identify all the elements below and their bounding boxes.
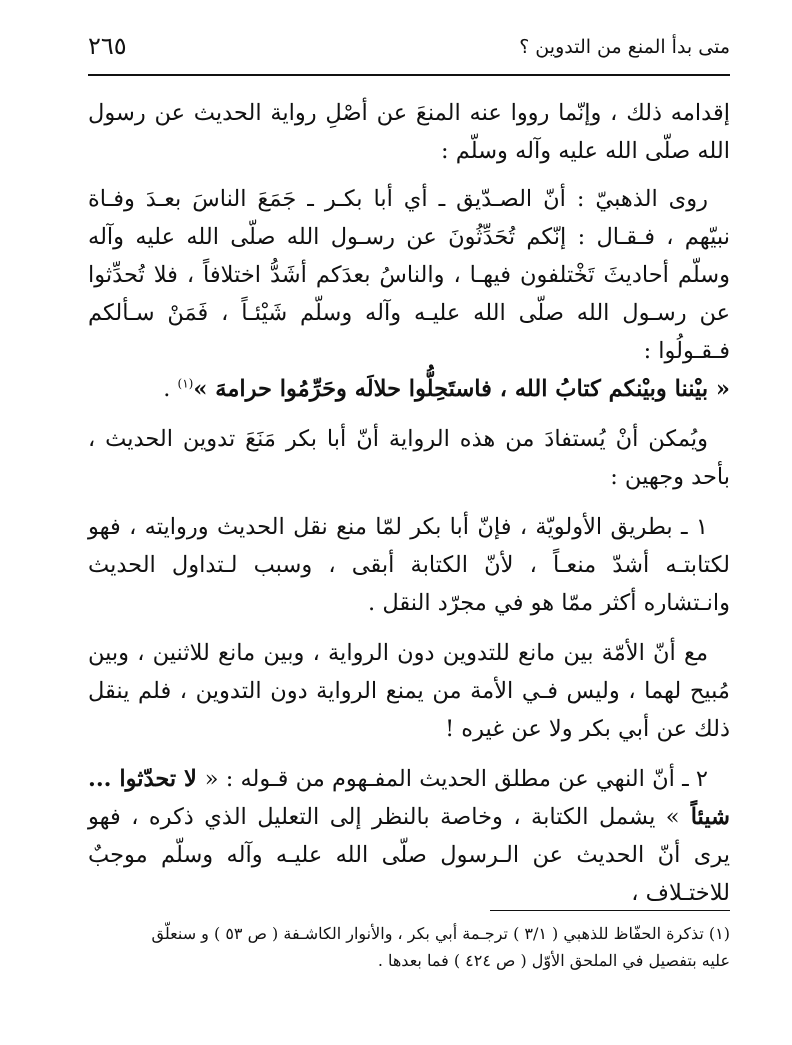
- paragraph-4: ١ ـ بطريق الأولويّة ، فإنّ أبا بكر لمّا منع نقل الحديث وروايته ، فهو لكتابتـه أشدّ منعـاً ، لأنّ الكتابة أبقى ، وسبب لـتداول الحديث وانـتشاره أكثر ممّا هو في مجرّد النقل .: [88, 514, 730, 616]
- footnote-rule: [490, 910, 730, 911]
- footnote-line-2: عليه بتفصيل في الملحق الأوّل ( ص ٤٢٤ ) فما بعدها .: [377, 951, 730, 970]
- page-header: [88, 30, 730, 70]
- paragraph-6-lead: ٢ ـ أنّ النهي عن مطلق الحديث المفـهوم من قـوله : «: [204, 766, 708, 792]
- paragraph-2: [88, 180, 730, 370]
- paragraph-1: إقدامه ذلك ، وإنّما رووا عنه المنعَ عن أصْلِ رواية الحديث عن رسول الله صلّى الله عليه وآله وسلّم :: [88, 100, 730, 164]
- quoted-hadith: « بيْننا وبيْنكم كتابُ الله ، فاستَحِلُّوا حلالَه وحَرِّمُوا حرامهَ »: [193, 376, 730, 402]
- footnote-ref-1: (١): [177, 376, 194, 391]
- paragraph-3: ويُمكن أنْ يُستفادَ من هذه الرواية أنّ أبا بكر مَنَعَ تدوين الحديث ، بأحد وجهين :: [88, 426, 730, 490]
- quote-after: .: [163, 376, 178, 402]
- header-rule: [88, 74, 730, 76]
- footnote-line-1: (١) تذكرة الحفّاظ للذهبي ( ٣/١ ) ترجـمة أبي بكر ، والأنوار الكاشـفة ( ص ٥٣ ) و سنعلّق: [151, 924, 730, 943]
- paragraph-5: مع أنّ الأمّة بين مانع للتدوين دون الرواية ، وبين مانع للاثنين ، وبين مُبيح لهما ، وليس فـي الأمة من يمنع الرواية دون التدوين ، فلم ينقل ذلك عن أبي بكر ولا عن غيره !: [88, 640, 730, 742]
- paragraph-2-quote-line: [88, 370, 730, 408]
- paragraph-6: [88, 760, 730, 912]
- footnote: [88, 920, 730, 974]
- paragraph-6-rest: » يشمل الكتابة ، وخاصة بالنظر إلى التعليل الذي ذكره ، فهو يرى أنّ الحديث عن الـرسول صلّى الله عليـه وآله وسلّم موجبٌ للاختـلاف ،: [88, 804, 730, 906]
- paragraph-6-bold: لا تحدّثوا ... شيئاً: [88, 766, 730, 830]
- page-body: [88, 94, 730, 930]
- paragraph-2-text: روى الذهبيّ : أنّ الصـدّيق ـ أي أبا بكـر ـ جَمَعَ الناسَ بعـدَ وفـاة نبيّهم ، فـقـال : إنّكم تُحَدِّثُونَ عن رسـول الله صلّى الله عليه وآله وسلّم أحاديثَ تَخْتلفون فيهـا ، والناسُ بعدَكم أشَدُّ اختلافاً ، فلا تُحدِّثوا عن رسـول الله صلّى الله عليـه وآله وسلّم شَيْئـاً ، فَمَنْ سـألكم فـقـولُوا :: [88, 186, 730, 364]
- running-title: متى بدأ المنع من التدوين ؟: [519, 36, 730, 58]
- page-number: ٢٦٥: [88, 32, 127, 60]
